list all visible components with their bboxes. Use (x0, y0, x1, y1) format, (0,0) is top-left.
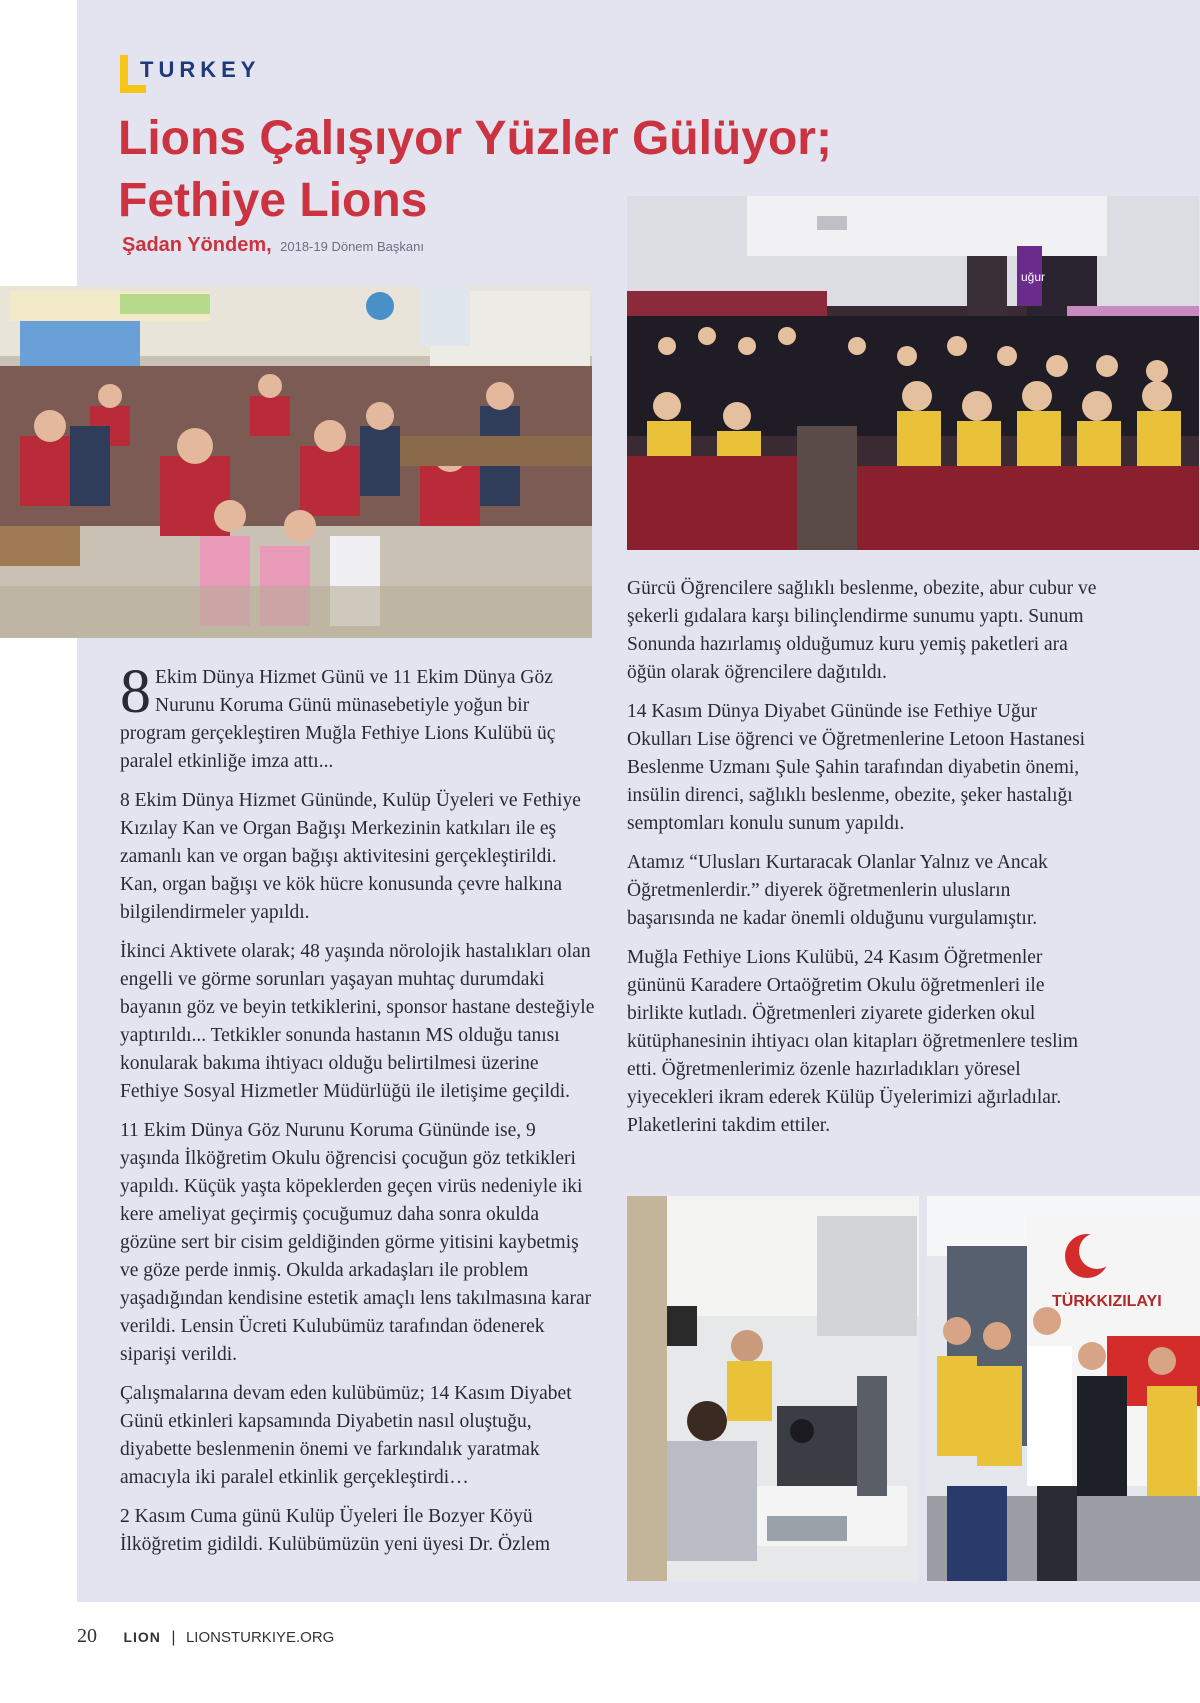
drop-cap: 8 (120, 658, 151, 726)
article-column-right (627, 575, 1099, 1151)
article-paragraph: 14 Kasım Dünya Diyabet Gününde ise Fethiye Uğur Okulları Lise öğrenci ve Öğretmenlerine Letoon Hastanesi Beslenme Uzmanı Şule Şahin tarafından diyabetin önemi, insülin direnci, sağlıklı beslenme, obezite, şeker hastalığı semptomları konulu sunum yapıldı. (627, 701, 1086, 834)
article-paragraph: Gürcü Öğrencilere sağlıklı beslenme, obezite, abur cubur ve şekerli gıdalara karşı bilinçlendirme sunumu yaptı. Sunum Sonunda hazırlamış olduğumuz kuru yemiş paketleri ara öğün olarak öğrencilere dağıtıldı. (627, 578, 1097, 683)
magazine-brand: LION (123, 1629, 161, 1645)
byline (122, 234, 424, 257)
website-link[interactable]: LIONSTURKIYE.ORG (185, 1629, 335, 1646)
auditorium-banner-text: uğur (1021, 270, 1046, 284)
section-tag-label: TURKEY (140, 57, 261, 82)
article-paragraph: İkinci Aktivete olarak; 48 yaşında nörolojik hastalıkları olan engelli ve görme sorunları yaşayan muhtaç durumdaki bayanın göz ve beyin tetkiklerini, sponsor hastane desteğiyle yaptırıldı... Tetkikler sonunda hastanın MS olduğu tanısı konularak bakıma ihtiyacı olduğu belirtilmesi üzerine Fethiye Sosyal Hizmetler Müdürlüğü ile iletişime geçildi. (120, 941, 595, 1102)
article-title-line-2: Fethiye Lions (118, 174, 428, 227)
section-tag (120, 55, 320, 95)
article-paragraph: 8 Ekim Dünya Hizmet Günü ve 11 Ekim Dünya Göz Nurunu Koruma Günü münasebetiyle yoğun bir program gerçekleştiren Muğla Fethiye Lions Kulübü üç paralel etkinliğe imza attı... (120, 658, 556, 772)
photo-auditorium-audience (627, 196, 1199, 550)
article-paragraph: Çalışmalarına devam eden kulübümüz; 14 Kasım Diyabet Günü etkinleri kapsamında Diyabetin nasıl oluştuğu, diyabette beslenmenin önemi ve farkındalık yaratmak amacıyla iki paralel etkinlik gerçekleştirdi… (120, 1383, 572, 1488)
photo-red-crescent-volunteers (927, 1196, 1200, 1581)
photo-eye-examination (627, 1196, 919, 1581)
author-name: Şadan Yöndem, (122, 234, 272, 256)
page-footer (77, 1625, 334, 1655)
article-paragraph: Muğla Fethiye Lions Kulübü, 24 Kasım Öğretmenler gününü Karadere Ortaöğretim Okulu öğretmenleri ile birlikte kutladı. Öğretmenleri ziyarete giderken okul kütüphanesinin ihtiyacı olan kitapları öğretmenlere teslim etti. Öğretmenlerimiz özenle hazırladıkları yöresel yiyecekleri ikram ederek Külüp Üyelerimizi ağırladılar. Plaketlerini takdim ettiler. (627, 947, 1079, 1136)
article-paragraph: Atamız “Ulusları Kurtaracak Olanlar Yalnız ve Ancak Öğretmenlerdir.” diyerek öğretmenlerin ulusların başarısında ne kadar önemli olduğunu vurgulamıştır. (627, 852, 1048, 929)
article-title-line-1: Lions Çalışıyor Yüzler Gülüyor; (118, 112, 832, 165)
author-role: 2018-19 Dönem Başkanı (280, 239, 424, 254)
article-paragraph: 2 Kasım Cuma günü Kulüp Üyeleri İle Bozyer Köyü İlköğretim gidildi. Kulübümüzün yeni üyesi Dr. Özlem (120, 1506, 551, 1555)
page-number: 20 (77, 1625, 97, 1647)
article-paragraph: 8 Ekim Dünya Hizmet Gününde, Kulüp Üyeleri ve Fethiye Kızılay Kan ve Organ Bağışı Merkezinin katkıları ile eş zamanlı kan ve organ bağışı aktivitesini gerçekleştirildi. Kan, organ bağışı ve kök hücre konusunda çevre halkına bilgilendirmeler yapıldı. (120, 790, 581, 923)
photo-classroom-children (0, 286, 592, 638)
article-column-left (120, 658, 598, 1570)
red-crescent-logo-text: TÜRKKIZILAYI (1052, 1293, 1162, 1310)
article-paragraph: 11 Ekim Dünya Göz Nurunu Koruma Gününde ise, 9 yaşında İlköğretim Okulu öğrencisi çocuğun göz tetkikleri yapıldı. Küçük yaşta köpeklerden geçen virüs nedeniyle iki kere ameliyat geçirmiş çocuğumuz daha sonra okulda gözüne sert bir cisim geldiğinden görme yitisini kaybetmiş ve göze perde inmiş. Okulda arkadaşları ile problem yaşadığından kendisine estetik amaçlı lens takılmasına karar verildi. Lensin Ücreti Kulubümüz tarafından ödenerek siparişi verildi. (120, 1120, 592, 1365)
footer-separator: | (171, 1629, 176, 1646)
